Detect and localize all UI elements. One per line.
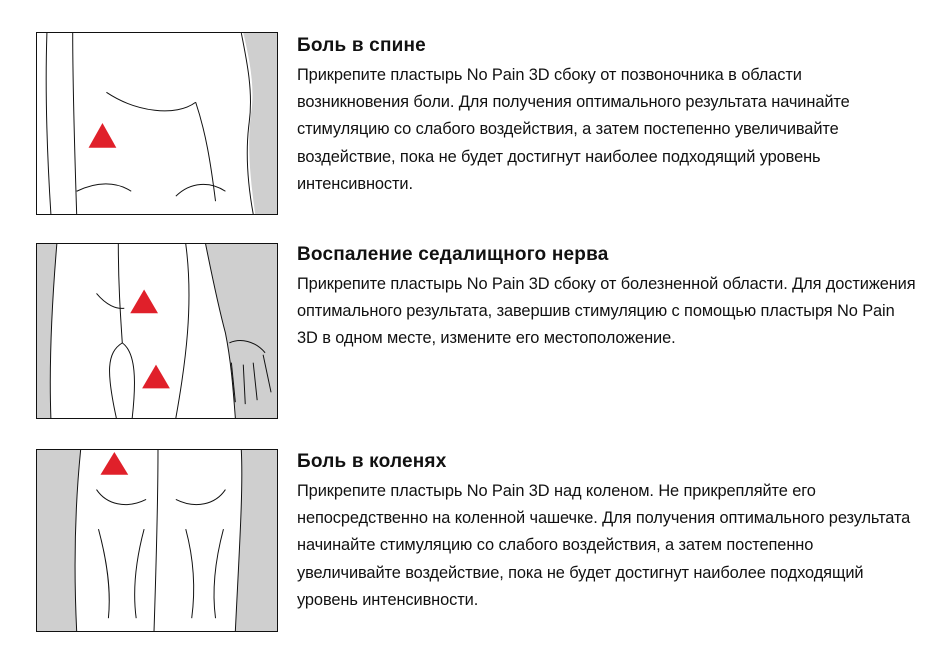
- section-body: Прикрепите пластырь No Pain 3D сбоку от болезненной области. Для достижения оптимального результата, завершив стимуляцию с помощью пластыря No Pain 3D в одном месте, измените его местоположение.: [297, 275, 916, 348]
- section-knee-pain: [297, 451, 917, 614]
- sciatica-illustration: [36, 243, 278, 419]
- knee-illustration: [36, 449, 278, 632]
- section-body: Прикрепите пластырь No Pain 3D над коленом. Не прикрепляйте его непосредственно на коленной чашечке. Для получения оптимального результата начинайте стимуляцию со слабого воздействия, а затем постепенно увеличивайте воздействие, пока не будет достигнут наиболее подходящий уровень интенсивности.: [297, 482, 911, 609]
- section-back-pain: [297, 35, 917, 198]
- section-body: Прикрепите пластырь No Pain 3D сбоку от позвоночника в области возникновения боли. Для получения оптимального результата начинайте стимуляцию со слабого воздействия, а затем постепенно увеличивайте воздействие, пока не будет достигнут наиболее подходящий уровень интенсивности.: [297, 66, 850, 193]
- back-illustration: [36, 32, 278, 215]
- section-title: Боль в спине: [297, 35, 426, 56]
- section-title: Боль в коленях: [297, 451, 447, 472]
- section-title: Воспаление седалищного нерва: [297, 244, 609, 265]
- section-sciatica: [297, 244, 917, 353]
